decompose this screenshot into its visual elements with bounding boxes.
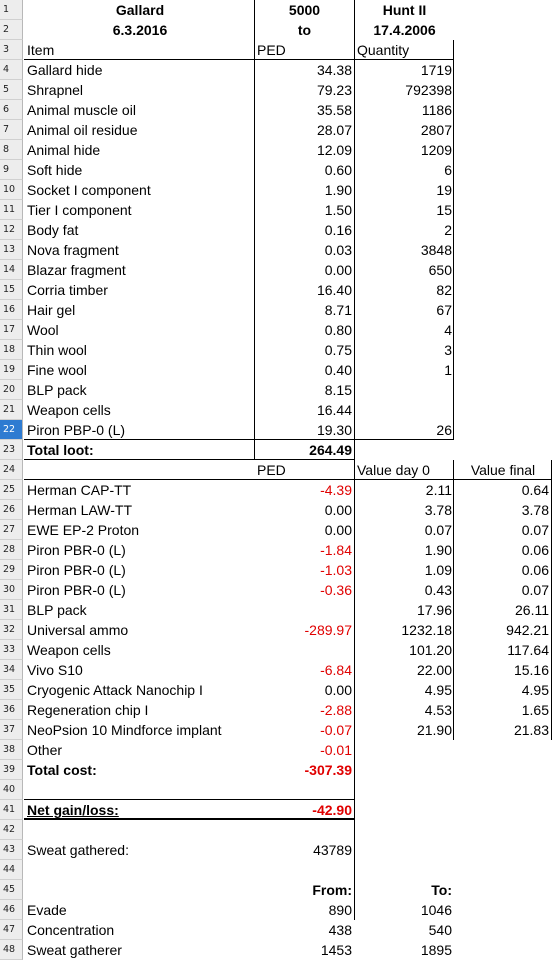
sheet-row [0, 700, 552, 720]
sheet-row [0, 340, 552, 360]
cell-c[interactable]: 82 [436, 282, 452, 298]
cell-b[interactable]: 438 [328, 922, 352, 938]
row-header[interactable]: 35 [0, 680, 23, 700]
cell-d[interactable]: 0.64 [521, 482, 549, 498]
sheet-row [0, 20, 552, 40]
cell-b[interactable]: 19.30 [316, 422, 352, 438]
row-header[interactable]: 15 [0, 280, 23, 300]
cell-a[interactable]: Thin wool [27, 342, 87, 358]
row-header[interactable]: 18 [0, 340, 23, 360]
row-header[interactable]: 34 [0, 660, 23, 680]
row-header[interactable]: 39 [0, 760, 23, 780]
grid-border [24, 818, 354, 820]
cell-a[interactable]: Item [27, 42, 55, 58]
cell-b[interactable]: 0.00 [324, 522, 352, 538]
cell-b[interactable]: 16.40 [316, 282, 352, 298]
cell-a[interactable]: Sweat gatherer [27, 942, 122, 958]
cell-c[interactable]: 540 [428, 922, 452, 938]
cell-c[interactable]: 1209 [420, 142, 452, 158]
cell-c[interactable]: 15 [436, 202, 452, 218]
cell-b[interactable]: -0.01 [320, 742, 352, 758]
cell-a[interactable]: Total loot: [27, 442, 94, 458]
cell-a[interactable]: Fine wool [27, 362, 87, 378]
cell-d[interactable]: 21.83 [513, 722, 549, 738]
cell-c[interactable]: 1186 [421, 102, 452, 118]
sheet-row [0, 560, 552, 580]
sheet-row [0, 820, 552, 840]
cell-c[interactable]: 26 [436, 422, 452, 438]
cell-a[interactable]: Weapon cells [27, 642, 111, 658]
cell-d[interactable]: 15.16 [513, 662, 549, 678]
cell-d[interactable]: 1.65 [521, 702, 549, 718]
sheet-row [0, 800, 552, 820]
row-header[interactable]: 16 [0, 300, 23, 320]
cell-b[interactable]: -0.36 [320, 582, 352, 598]
sheet-row [0, 400, 552, 420]
cell-c[interactable]: 101.20 [409, 642, 452, 658]
row-header[interactable]: 42 [0, 820, 23, 840]
cell-a[interactable]: EWE EP-2 Proton [27, 522, 140, 538]
sheet-row [0, 500, 552, 520]
row-header[interactable]: 43 [0, 840, 23, 860]
cell-c[interactable]: 6 [444, 162, 452, 178]
cell-a[interactable]: Piron PBR-0 (L) [27, 542, 126, 558]
sheet-row [0, 880, 552, 900]
cell-b[interactable]: 12.09 [316, 142, 352, 158]
cell-a[interactable]: NeoPsion 10 Mindforce implant [27, 722, 222, 738]
cell-b[interactable]: 8.15 [324, 382, 352, 398]
cell-b[interactable]: -1.84 [320, 542, 352, 558]
sheet-row [0, 0, 552, 20]
sheet-row [0, 100, 552, 120]
sheet-row [0, 120, 552, 140]
cell-a[interactable]: Socket I component [27, 182, 151, 198]
row-header[interactable]: 4 [0, 60, 23, 80]
row-header[interactable]: 32 [0, 620, 23, 640]
grid-border [354, 0, 355, 920]
cell-b[interactable]: 0.80 [324, 322, 352, 338]
cell-c[interactable]: 22.00 [416, 662, 452, 678]
cell-a[interactable]: Concentration [27, 922, 115, 938]
cell-b[interactable]: -0.07 [320, 722, 352, 738]
sheet-row [0, 520, 552, 540]
cell-b[interactable]: 890 [328, 902, 352, 918]
row-header[interactable]: 11 [0, 200, 23, 220]
row-header[interactable]: 20 [0, 380, 23, 400]
cell-b[interactable]: 79.23 [316, 82, 352, 98]
row-header[interactable]: 2 [0, 20, 23, 40]
sheet-row [0, 440, 552, 460]
cell-a[interactable]: Vivo S10 [27, 662, 83, 678]
sheet-row [0, 620, 552, 640]
row-header[interactable]: 7 [0, 120, 23, 140]
sheet-row [0, 260, 552, 280]
cell-b[interactable]: -1.03 [320, 562, 352, 578]
cell-c[interactable]: 17.96 [416, 602, 452, 618]
row-header[interactable]: 28 [0, 540, 23, 560]
cell-b[interactable]: 0.60 [324, 162, 352, 178]
row-header[interactable]: 9 [0, 160, 23, 180]
grid-border [254, 0, 255, 460]
cell-a[interactable]: Nova fragment [27, 242, 119, 258]
row-header[interactable]: 41 [0, 800, 23, 820]
row-header[interactable]: 19 [0, 360, 23, 380]
sheet-row [0, 760, 552, 780]
cell-c[interactable]: 650 [428, 262, 452, 278]
cell-a[interactable]: Animal oil residue [27, 122, 138, 138]
cell-b[interactable]: -2.88 [320, 702, 352, 718]
cell-a[interactable]: Evade [27, 902, 67, 918]
cell-b[interactable]: 0.40 [324, 362, 352, 378]
cell-d[interactable]: 942.21 [506, 622, 549, 638]
sheet-row [0, 720, 552, 740]
sheet-row [0, 920, 552, 940]
cell-a[interactable]: Other [27, 742, 63, 758]
cell-c[interactable]: 1719 [420, 62, 452, 78]
cell-a[interactable]: Regeneration chip I [27, 702, 149, 718]
cell-c[interactable]: 67 [436, 302, 452, 318]
sheet-row [0, 320, 552, 340]
cell-c[interactable]: 2807 [420, 122, 452, 138]
cell-a[interactable]: Gallard [115, 2, 165, 18]
cell-b[interactable]: 0.16 [324, 222, 352, 238]
grid-border [24, 59, 454, 60]
cell-d[interactable]: 117.64 [507, 642, 549, 658]
cell-c[interactable]: 792398 [405, 82, 452, 98]
row-header[interactable]: 14 [0, 260, 23, 280]
cell-c[interactable]: To: [431, 882, 452, 898]
sheet-row [0, 60, 552, 80]
row-header[interactable]: 6 [0, 100, 23, 120]
row-header[interactable]: 8 [0, 140, 23, 160]
row-header[interactable]: 29 [0, 560, 23, 580]
cell-c[interactable]: 4 [444, 322, 452, 338]
grid-border [453, 460, 454, 740]
cell-d[interactable]: 0.06 [521, 542, 549, 558]
cell-a[interactable]: Herman CAP-TT [27, 482, 132, 498]
cell-c[interactable]: 0.07 [424, 522, 452, 538]
cell-c[interactable]: 2 [444, 222, 452, 238]
cell-b[interactable]: 35.58 [316, 102, 352, 118]
cell-c[interactable]: 17.4.2006 [373, 22, 436, 38]
cell-c[interactable]: Quantity [357, 42, 410, 58]
row-header[interactable]: 23 [0, 440, 23, 460]
sheet-row [0, 220, 552, 240]
cell-d[interactable]: 0.06 [521, 562, 549, 578]
cell-b[interactable]: 1.50 [324, 202, 352, 218]
sheet-row [0, 940, 552, 960]
cell-c[interactable]: 1.90 [424, 542, 452, 558]
sheet-row [0, 160, 552, 180]
cell-b[interactable]: -42.90 [312, 802, 352, 818]
sheet-row [0, 600, 552, 620]
row-header[interactable]: 30 [0, 580, 23, 600]
row-header[interactable]: 22 [0, 420, 23, 440]
row-header[interactable]: 46 [0, 900, 23, 920]
row-header[interactable]: 38 [0, 740, 23, 760]
row-header[interactable]: 3 [0, 40, 23, 60]
cell-a[interactable]: BLP pack [27, 382, 87, 398]
row-header[interactable]: 13 [0, 240, 23, 260]
cell-a[interactable]: Piron PBR-0 (L) [27, 582, 126, 598]
row-header[interactable]: 37 [0, 720, 23, 740]
cell-a[interactable]: Universal ammo [27, 622, 129, 638]
cell-d[interactable]: 3.78 [521, 502, 549, 518]
cell-b[interactable]: 5000 [288, 2, 321, 18]
row-header[interactable]: 17 [0, 320, 23, 340]
cell-c[interactable]: 0.43 [424, 582, 452, 598]
cell-a[interactable]: Piron PBP-0 (L) [25, 420, 253, 440]
cell-b[interactable]: 0.75 [324, 342, 352, 358]
cell-a[interactable]: Soft hide [27, 162, 83, 178]
cell-a[interactable]: Piron PBR-0 (L) [27, 562, 126, 578]
row-header[interactable]: 45 [0, 880, 23, 900]
row-header[interactable]: 1 [0, 0, 23, 20]
sheet-row [0, 460, 552, 480]
cell-b[interactable]: PED [257, 42, 286, 58]
cell-b[interactable]: -4.39 [320, 482, 352, 498]
cell-c[interactable]: 2.11 [425, 482, 452, 498]
sheet-row [0, 140, 552, 160]
row-header[interactable]: 47 [0, 920, 23, 940]
cell-d[interactable]: 0.07 [521, 582, 549, 598]
cell-c[interactable]: 4.95 [424, 682, 452, 698]
cell-c[interactable]: 1895 [420, 942, 452, 958]
sheet-row [0, 640, 552, 660]
cell-a[interactable]: Sweat gathered: [27, 842, 129, 858]
row-header[interactable]: 26 [0, 500, 23, 520]
cell-a[interactable]: Cryogenic Attack Nanochip I [27, 682, 203, 698]
sheet-row [0, 660, 552, 680]
cell-b[interactable]: From: [312, 882, 352, 898]
cell-b[interactable]: -289.97 [304, 622, 352, 638]
cell-d[interactable]: Value final [470, 462, 536, 478]
cell-c[interactable]: 1232.18 [401, 622, 452, 638]
row-header[interactable]: 36 [0, 700, 23, 720]
cell-c[interactable]: 4.53 [424, 702, 452, 718]
cell-a[interactable]: Animal hide [27, 142, 101, 158]
cell-c[interactable]: 19 [436, 182, 452, 198]
sheet-row [0, 540, 552, 560]
sheet-row [0, 480, 552, 500]
grid-border [453, 40, 454, 440]
cell-d[interactable]: 4.95 [521, 682, 549, 698]
cell-a[interactable]: Herman LAW-TT [27, 502, 133, 518]
cell-d[interactable]: 0.07 [521, 522, 549, 538]
sheet-row [0, 580, 552, 600]
grid-border [24, 799, 354, 800]
cell-d[interactable]: 26.11 [515, 602, 549, 618]
cell-c[interactable]: Value day 0 [357, 462, 430, 478]
cell-c[interactable]: 3.78 [424, 502, 452, 518]
cell-a[interactable]: Weapon cells [27, 402, 111, 418]
sheet-row [0, 360, 552, 380]
row-header[interactable]: 31 [0, 600, 23, 620]
sheet-row [0, 40, 552, 60]
cell-c[interactable]: 1.09 [424, 562, 452, 578]
grid-border [24, 439, 454, 440]
cell-b[interactable]: 28.07 [316, 122, 352, 138]
cell-b[interactable]: 0.03 [324, 242, 352, 258]
sheet-row [0, 900, 552, 920]
sheet-row [0, 420, 552, 440]
row-header[interactable]: 12 [0, 220, 23, 240]
cell-b[interactable]: 0.00 [324, 682, 352, 698]
cell-c[interactable]: 1046 [420, 902, 452, 918]
sheet-row [0, 200, 552, 220]
row-header[interactable]: 48 [0, 940, 23, 960]
row-header[interactable]: 24 [0, 460, 23, 480]
cell-c[interactable]: 3848 [420, 242, 452, 258]
cell-b[interactable]: 0.00 [324, 502, 352, 518]
row-header[interactable]: 25 [0, 480, 23, 500]
row-header[interactable]: 33 [0, 640, 23, 660]
cell-c[interactable]: 21.90 [416, 722, 452, 738]
cell-c[interactable]: 3 [444, 342, 452, 358]
row-header[interactable]: 44 [0, 860, 23, 880]
row-header[interactable]: 5 [0, 80, 23, 100]
cell-b[interactable]: to [297, 22, 312, 38]
cell-a[interactable]: Total cost: [27, 762, 97, 778]
cell-b[interactable]: 0.00 [324, 262, 352, 278]
cell-b[interactable]: -6.84 [320, 662, 352, 678]
cell-a[interactable]: Shrapnel [27, 82, 84, 98]
sheet-row [0, 280, 552, 300]
cell-c[interactable]: 1 [444, 362, 452, 378]
cell-b[interactable]: -307.39 [304, 762, 352, 778]
cell-a[interactable]: Net gain/loss: [27, 802, 119, 818]
sheet-row [0, 380, 552, 400]
cell-b[interactable]: 1453 [320, 942, 352, 958]
cell-a[interactable]: 6.3.2016 [112, 22, 168, 38]
grid-border [24, 479, 552, 480]
cell-a[interactable]: Body fat [27, 222, 79, 238]
cell-a[interactable]: BLP pack [27, 602, 87, 618]
row-header[interactable]: 10 [0, 180, 23, 200]
cell-b[interactable]: 43789 [313, 842, 352, 858]
cell-b[interactable]: 16.44 [316, 402, 352, 418]
sheet-row [0, 680, 552, 700]
cell-c[interactable]: Hunt II [382, 2, 427, 18]
grid-border [24, 459, 354, 460]
row-header[interactable]: 40 [0, 780, 23, 800]
sheet-row [0, 300, 552, 320]
sheet-row [0, 780, 552, 800]
row-header[interactable]: 21 [0, 400, 23, 420]
sheet-row [0, 740, 552, 760]
cell-b[interactable]: 1.90 [324, 182, 352, 198]
cell-b[interactable]: 264.49 [309, 442, 352, 458]
cell-a[interactable]: Blazar fragment [27, 262, 126, 278]
cell-a[interactable]: Wool [27, 322, 59, 338]
sheet-row [0, 180, 552, 200]
sheet-row [0, 80, 552, 100]
cell-a[interactable]: Animal muscle oil [27, 102, 136, 118]
sheet-row [0, 240, 552, 260]
cell-a[interactable]: Hair gel [27, 302, 76, 318]
sheet-row [0, 840, 552, 860]
cell-b[interactable]: 8.71 [324, 302, 352, 318]
cell-a[interactable]: Corria timber [27, 282, 108, 298]
cell-a[interactable]: Gallard hide [27, 62, 103, 78]
cell-b[interactable]: 34.38 [316, 62, 352, 78]
cell-b[interactable]: PED [257, 462, 286, 478]
sheet-row [0, 860, 552, 880]
row-header[interactable]: 27 [0, 520, 23, 540]
cell-a[interactable]: Tier I component [27, 202, 132, 218]
